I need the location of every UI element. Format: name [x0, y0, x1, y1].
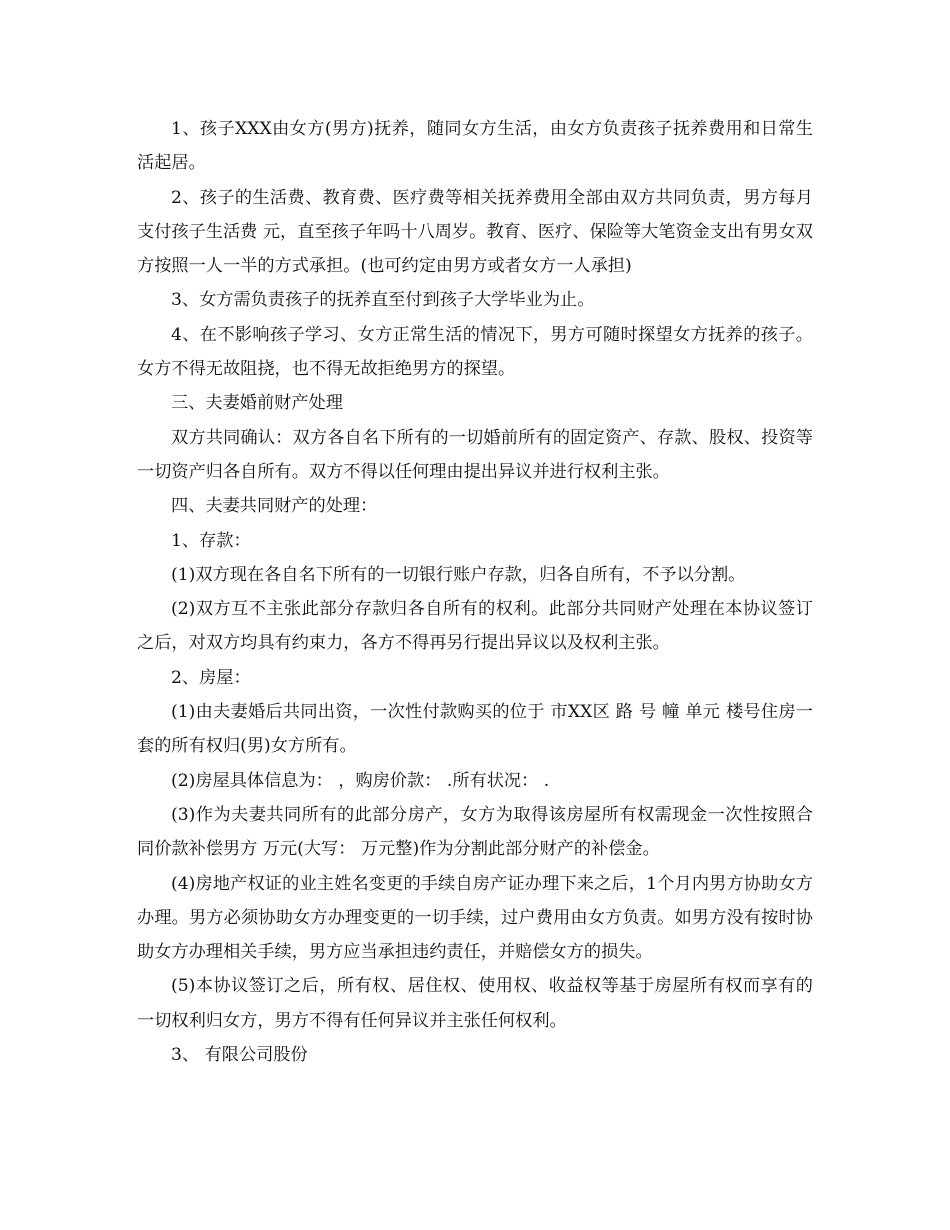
section-heading-joint-property: 四、夫妻共同财产的处理： — [171, 496, 378, 517]
subheading-house: 2、房屋： — [171, 667, 251, 688]
paragraph-house-3: (3)作为夫妻共同所有的此部分房产，女方为取得该房屋所有权需现金一次性按照合同价款补偿男方 万元(大写： 万元整)作为分割此部分财产的补偿金。 — [137, 804, 813, 860]
paragraph-premarital-property: 双方共同确认：双方各自名下所有的一切婚前所有的固定资产、存款、股权、投资等一切资产归各自所有。双方不得以任何理由提出异议并进行权利主张。 — [137, 427, 813, 482]
paragraph-visitation: 4、在不影响孩子学习、女方正常生活的情况下，男方可随时探望女方抚养的孩子。女方不得无故阻挠，也不得无故拒绝男方的探望。 — [137, 324, 813, 380]
paragraph-deposits-1: (1)双方现在各自名下所有的一切银行账户存款，归各自所有，不予以分割。 — [171, 564, 746, 585]
paragraph-house-2: (2)房屋具体信息为： ，购房价款： .所有状况： . — [171, 770, 550, 791]
paragraph-custody: 1、孩子XXX由女方(男方)抚养，随同女方生活，由女方负责孩子抚养费用和日常生活起居。 — [137, 119, 813, 174]
document-body — [137, 112, 813, 1072]
paragraph-house-1: (1)由夫妻婚后共同出资，一次性付款购买的位于 市XX区 路 号 幢 单元 楼号住房一套的所有权归(男)女方所有。 — [137, 702, 813, 757]
subheading-deposits: 1、存款： — [171, 530, 251, 551]
paragraph-child-support: 2、孩子的生活费、教育费、医疗费等相关抚养费用全部由双方共同负责，男方每月支付孩子生活费 元，直至孩子年吗十八周岁。教育、医疗、保险等大笔资金支出有男女双方按照一人一半的方式承担。(也可约定由男方或者女方一人承担) — [137, 187, 813, 277]
paragraph-deposits-2: (2)双方互不主张此部分存款归各自所有的权利。此部分共同财产处理在本协议签订之后，对双方均具有约束力，各方不得再另行提出异议以及权利主张。 — [137, 599, 813, 654]
subheading-company-shares: 3、 有限公司股份 — [171, 1045, 308, 1066]
paragraph-house-5: (5)本协议签订之后，所有权、居住权、使用权、收益权等基于房屋所有权而享有的一切权利归女方，男方不得有任何异议并主张任何权利。 — [137, 976, 813, 1031]
paragraph-upbringing-duration: 3、女方需负责孩子的抚养直至付到孩子大学毕业为止。 — [171, 290, 595, 311]
section-heading-premarital-property: 三、夫妻婚前财产处理 — [171, 393, 343, 414]
paragraph-house-4: (4)房地产权证的业主姓名变更的手续自房产证办理下来之后，1个月内男方协助女方办理。男方必须协助女方办理变更的一切手续，过户费用由女方负责。如男方没有按时协助女方办理相关手续，男方应当承担违约责任，并赔偿女方的损失。 — [137, 873, 813, 963]
